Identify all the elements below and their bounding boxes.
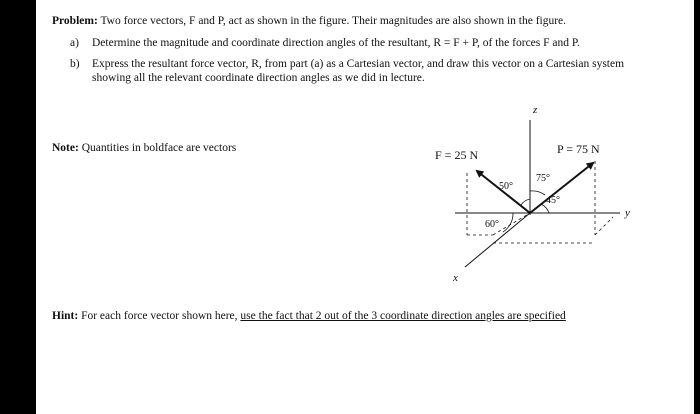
angle-60-label: 60° <box>485 219 499 230</box>
part-b <box>70 57 625 71</box>
part-a <box>70 36 580 50</box>
angle-45-label: 45° <box>546 195 560 206</box>
note-label: Note: <box>52 142 79 154</box>
force-p-vector <box>530 163 593 213</box>
page-edge <box>694 0 700 414</box>
part-a-text: Determine the magnitude and coordinate direction angles of the resultant, R = F + P, of the forces F and P. <box>92 37 580 49</box>
z-axis-label: z <box>533 104 538 116</box>
problem-label: Problem: <box>52 15 98 27</box>
y-axis-label: y <box>625 207 630 219</box>
angle-arc-75 <box>530 191 545 195</box>
angle-arc-50 <box>521 199 530 205</box>
hint <box>52 309 566 323</box>
angle-arc-60 <box>503 213 513 232</box>
force-f-label: F = 25 N <box>435 148 479 162</box>
part-b-text-line1: Express the resultant force vector, R, from part (a) as a Cartesian vector, and draw this vector on a Cartesian system <box>92 58 625 70</box>
problem-statement <box>52 14 566 28</box>
part-a-marker: a) <box>70 37 79 49</box>
note <box>52 141 236 155</box>
problem-intro: Two force vectors, F and P, act as shown in the figure. Their magnitudes are also shown in the figure. <box>100 15 567 27</box>
force-vector-figure <box>385 95 665 295</box>
angle-50-label: 50° <box>499 181 513 192</box>
force-f-vector <box>477 171 530 213</box>
note-text: Quantities in boldface are vectors <box>81 142 237 154</box>
part-b-marker: b) <box>70 58 80 70</box>
x-axis-label: x <box>453 272 458 284</box>
hint-underlined-text: use the fact that 2 out of the 3 coordinate direction angles are specified <box>240 310 566 322</box>
force-p-label: P = 75 N <box>557 142 600 156</box>
part-b-text-line2: showing all the relevant coordinate direction angles as we did in lecture. <box>92 72 425 84</box>
angle-75-label: 75° <box>536 173 550 184</box>
hint-label: Hint: <box>52 310 79 322</box>
hint-text: For each force vector shown here, <box>81 310 238 322</box>
